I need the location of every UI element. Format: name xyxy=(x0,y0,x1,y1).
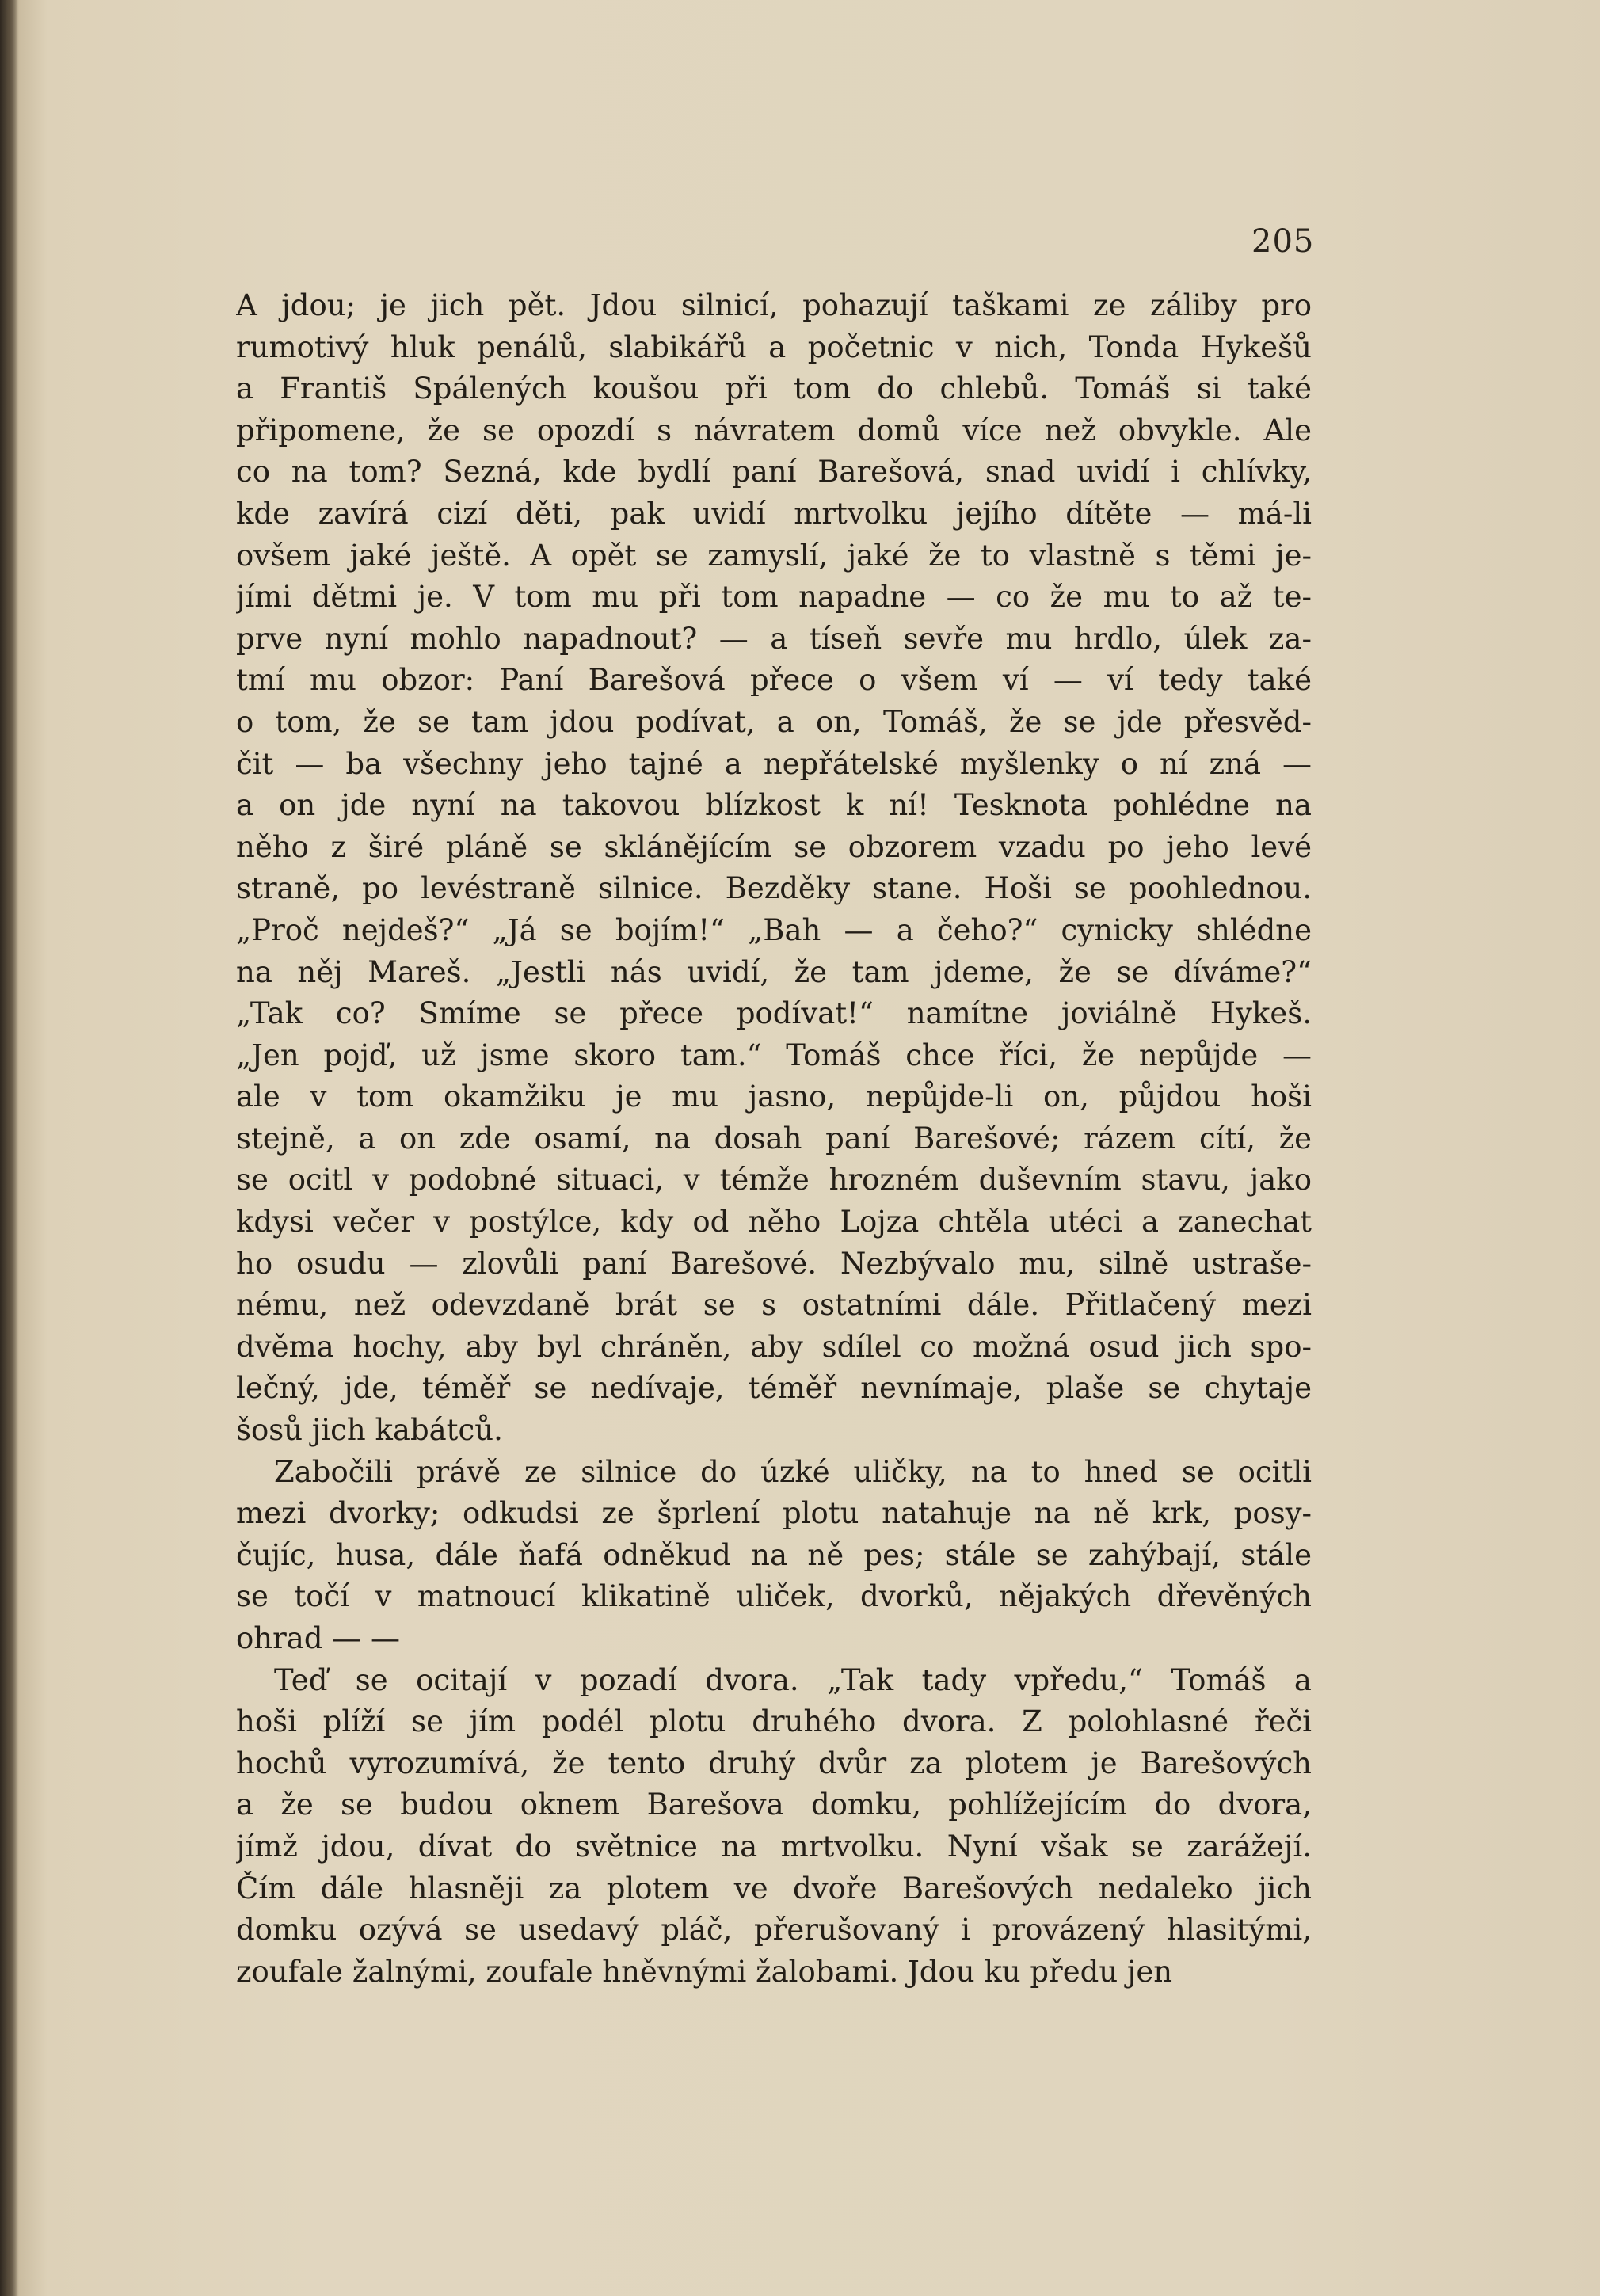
text-line: se ocitl v podobné situaci, v témže hrozném duševním stavu, jako xyxy=(236,1163,1312,1197)
text-line: na něj Mareš. „Jestli nás uvidí, že tam jdeme, že se díváme?“ xyxy=(236,954,1312,989)
paragraph xyxy=(236,1660,1312,1993)
text-line: o tom, že se tam jdou podívat, a on, Tomáš, že se jde přesvěd- xyxy=(236,704,1312,739)
text-line: tmí mu obzor: Paní Barešová přece o všem ví — ví tedy také xyxy=(236,663,1312,698)
text-line: jími dětmi je. V tom mu při tom napadne — co že mu to až te- xyxy=(236,580,1312,615)
text-line: mezi dvorky; odkudsi ze šprlení plotu natahuje na ně krk, posy- xyxy=(236,1496,1312,1531)
text-line: hoši plíží se jím podél plotu druhého dvora. Z polohlasné řeči xyxy=(236,1704,1312,1739)
text-line: se točí v matnoucí klikatině uliček, dvorků, nějakých dřevěných xyxy=(236,1579,1312,1614)
text-line: Čím dále hlasněji za plotem ve dvoře Barešových nedaleko jich xyxy=(236,1871,1312,1906)
text-line: jímž jdou, dívat do světnice na mrtvolku. Nyní však se zarážejí. xyxy=(236,1829,1312,1864)
text-line: ohrad — — xyxy=(236,1621,401,1655)
text-line: hochů vyrozumívá, že tento druhý dvůr za plotem je Barešových xyxy=(236,1746,1312,1780)
paragraphs-container xyxy=(236,285,1312,1993)
text-line: a že se budou oknem Barešova domku, pohlížejícím do dvora, xyxy=(236,1788,1312,1822)
text-line: připomene, že se opozdí s návratem domů více než obvykle. Ale xyxy=(236,413,1312,447)
text-line: straně, po levéstraně silnice. Bezděky stane. Hoši se poohlednou. xyxy=(236,871,1312,906)
text-line: „Proč nejdeš?“ „Já se bojím!“ „Bah — a čeho?“ cynicky shlédne xyxy=(236,912,1312,947)
text-line: prve nyní mohlo napadnout? — a tíseň sevře mu hrdlo, úlek za- xyxy=(236,621,1312,656)
text-line: čit — ba všechny jeho tajné a nepřátelské myšlenky o ní zná — xyxy=(236,746,1312,781)
paragraph xyxy=(236,285,1312,1452)
text-line: kdysi večer v postýlce, kdy od něho Lojza chtěla utéci a zanechat xyxy=(236,1205,1312,1239)
text-line: něho z širé pláně se sklánějícím se obzorem vzadu po jeho levé xyxy=(236,829,1312,864)
text-line: zoufale žalnými, zoufale hněvnými žalobami. Jdou ku předu jen xyxy=(236,1954,1173,1989)
text-line: dvěma hochy, aby byl chráněn, aby sdílel co možná osud jich spo- xyxy=(236,1329,1312,1364)
text-line: ale v tom okamžiku je mu jasno, nepůjde-li on, půjdou hoši xyxy=(236,1079,1312,1114)
text-line: rumotivý hluk penálů, slabikářů a početnic v nich, Tonda Hykešů xyxy=(236,329,1312,364)
text-line: a Františ Spálených koušou při tom do chlebů. Tomáš si také xyxy=(236,371,1312,406)
text-line: co na tom? Sezná, kde bydlí paní Barešová, snad uvidí i chlívky, xyxy=(236,455,1312,489)
paragraph xyxy=(236,1452,1312,1660)
text-line: kde zavírá cizí děti, pak uvidí mrtvolku jejího dítěte — má-li xyxy=(236,496,1312,531)
page-number: 205 xyxy=(1251,223,1315,260)
text-line: šosů jich kabátců. xyxy=(236,1413,503,1448)
text-line: ovšem jaké ještě. A opět se zamyslí, jaké že to vlastně s těmi je- xyxy=(236,538,1312,573)
text-line: lečný, jde, téměř se nedívaje, téměř nevnímaje, plaše se chytaje xyxy=(236,1371,1312,1406)
text-line: Zabočili právě ze silnice do úzké uličky, na to hned se ocitli xyxy=(274,1454,1312,1489)
text-line: „Tak co? Smíme se přece podívat!“ namítne joviálně Hykeš. xyxy=(236,996,1312,1031)
text-line: čujíc, husa, dále ňafá odněkud na ně pes; stále se zahýbají, stále xyxy=(236,1537,1312,1572)
text-line: nému, než odevzdaně brát se s ostatními dále. Přitlačený mezi xyxy=(236,1288,1312,1323)
text-line: Teď se ocitají v pozadí dvora. „Tak tady vpředu,“ Tomáš a xyxy=(274,1662,1312,1697)
text-line: a on jde nyní na takovou blízkost k ní! Tesknota pohlédne na xyxy=(236,788,1312,823)
text-line: A jdou; je jich pět. Jdou silnicí, pohazují taškami ze záliby pro xyxy=(236,288,1312,322)
text-line: „Jen pojď, už jsme skoro tam.“ Tomáš chce říci, že nepůjde — xyxy=(236,1038,1312,1072)
text-line: stejně, a on zde osamí, na dosah paní Barešové; rázem cítí, že xyxy=(236,1121,1312,1156)
body-text xyxy=(236,285,1312,1993)
book-spine-shadow xyxy=(0,0,19,2296)
text-line: domku ozývá se usedavý pláč, přerušovaný i provázený hlasitými, xyxy=(236,1913,1312,1948)
text-line: ho osudu — zlovůli paní Barešové. Nezbývalo mu, silně ustraše- xyxy=(236,1246,1312,1281)
